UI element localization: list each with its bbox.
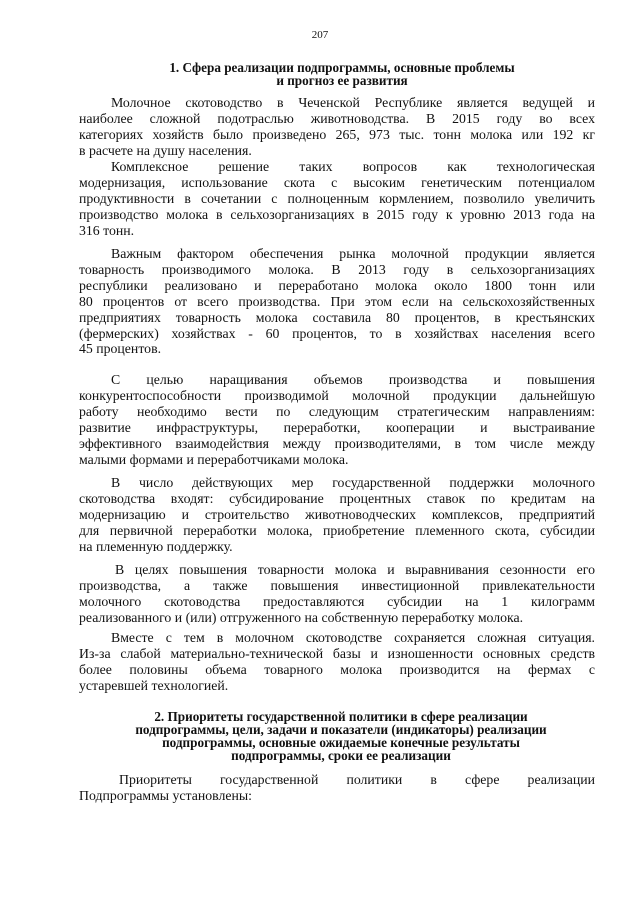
text-line: эффективного взаимодействия между производителями, в том числе между	[79, 435, 595, 451]
text-line: модернизация, использование скота с высоким генетическим потенциалом	[79, 174, 595, 190]
paragraph	[79, 630, 595, 694]
text-line: для первичной переработки молока, приобретение племенного скота, субсидии	[79, 522, 595, 538]
text-line: предприятиях товарность молока составила 80 процентов, в крестьянских	[79, 309, 595, 325]
text-line: Молочное скотоводство в Чеченской Республике является ведущей и	[111, 95, 595, 110]
text-line: Вместе с тем в молочном скотоводстве сохраняется сложная ситуация.	[111, 630, 595, 645]
text-line: развитие инфраструктуры, переработки, кооперации и выстраивание	[79, 419, 595, 435]
text-line: Приоритеты государственной политики в сфере реализации	[119, 772, 595, 787]
heading-line: и прогноз ее развития	[276, 73, 408, 88]
text-line: молочного скотоводства предоставляются субсидии на 1 килограмм	[79, 593, 595, 609]
heading-line: 2. Приоритеты государственной политики в сфере реализации	[154, 709, 528, 724]
heading-line: подпрограммы, цели, задачи и показатели (индикаторы) реализации	[135, 722, 547, 737]
heading-line: 1. Сфера реализации подпрограммы, основные проблемы	[169, 60, 515, 75]
paragraph	[79, 475, 595, 555]
text-line: республики реализовано и переработано молока около 1800 тонн или	[79, 277, 595, 293]
text-line: работу необходимо вести по следующим стратегическим направлениям:	[79, 403, 595, 419]
text-line: категориях хозяйств было произведено 265, 973 тыс. тонн молока или 192 кг	[79, 126, 595, 142]
text-line: (фермерских) хозяйствах - 60 процентов, то в хозяйствах населения всего	[79, 325, 595, 341]
text-line: 316 тонн.	[79, 222, 135, 238]
text-line: Подпрограммы установлены:	[79, 787, 252, 803]
text-line: более половины объема товарного молока производится на фермах с	[79, 661, 595, 677]
text-line: В число действующих мер государственной поддержки молочного	[111, 475, 595, 490]
paragraph	[79, 562, 595, 626]
text-line: на племенную поддержку.	[79, 538, 233, 554]
text-line: малыми формами и переработчиками молока.	[79, 451, 349, 467]
section-1-heading	[92, 61, 592, 87]
paragraph	[79, 159, 595, 239]
text-line: товарность производимого молока. В 2013 году в сельхозорганизациях	[79, 261, 595, 277]
heading-line: подпрограммы, основные ожидаемые конечные результаты	[162, 735, 520, 750]
paragraph	[79, 246, 595, 357]
text-line: Из-за слабой материально-технической базы и изношенности основных средств	[79, 645, 595, 661]
text-line: устаревшей технологией.	[79, 677, 229, 693]
section-2-heading	[88, 710, 594, 762]
text-line: модернизацию и строительство животноводческих комплексов, предприятий	[79, 506, 595, 522]
paragraph	[79, 772, 595, 804]
page-number: 207	[311, 29, 329, 41]
text-line: С целью наращивания объемов производства и повышения	[111, 372, 595, 387]
text-line: наиболее сложной подотраслью животноводства. В 2015 году во всех	[79, 110, 595, 126]
text-line: Комплексное решение таких вопросов как технологическая	[111, 159, 595, 174]
text-line: 45 процентов.	[79, 341, 162, 357]
paragraph	[79, 95, 595, 159]
text-line: в расчете на душу населения.	[79, 142, 252, 158]
text-line: продуктивности в сочетании с полноценным кормлением, позволило увеличить	[79, 190, 595, 206]
paragraph	[79, 372, 595, 467]
text-line: 80 процентов от всего производства. При этом если на сельскохозяйственных	[79, 293, 595, 309]
heading-line: подпрограммы, сроки ее реализации	[231, 748, 451, 763]
text-line: В целях повышения товарности молока и выравнивания сезонности его	[115, 562, 595, 577]
text-line: производство молока в сельхозорганизациях в 2015 году к уровню 2013 года на	[79, 206, 595, 222]
text-line: Важным фактором обеспечения рынка молочной продукции является	[111, 246, 595, 261]
text-line: производства, а также повышения инвестиционной привлекательности	[79, 577, 595, 593]
text-line: конкурентоспособности производимой молочной продукции дальнейшую	[79, 387, 595, 403]
text-line: скотоводства входят: субсидирование процентных ставок по кредитам на	[79, 490, 595, 506]
text-line: реализованного и (или) отгруженного на собственную переработку молока.	[79, 609, 524, 625]
